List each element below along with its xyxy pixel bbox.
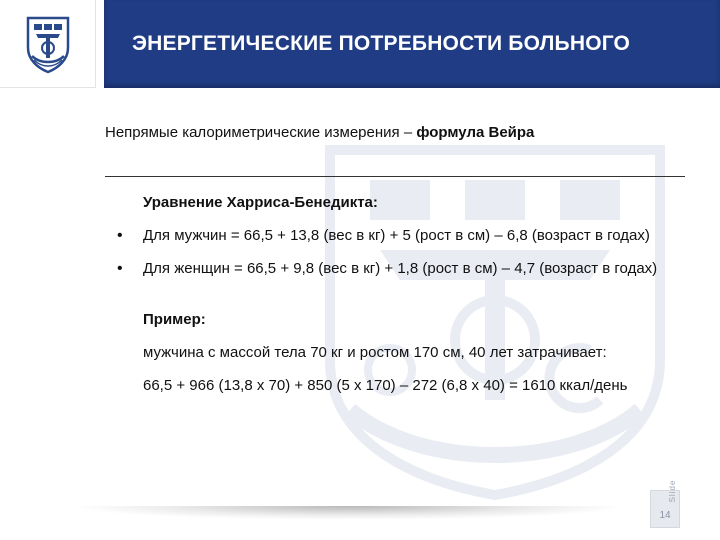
example-calc: 66,5 + 966 (13,8 х 70) + 850 (5 х 170) – 272 (6,8 х 40) = 1610 ккал/день [143, 377, 628, 394]
slide-label: Slide [668, 479, 677, 503]
main-content [143, 192, 680, 408]
slide-number: 14 [659, 510, 671, 521]
example-heading: Пример: [143, 311, 206, 328]
subtitle-text: Непрямые калориметрические измерения – [105, 124, 417, 141]
university-crest-icon [20, 12, 76, 74]
page-title: ЭНЕРГЕТИЧЕСКИЕ ПОТРЕБНОСТИ БОЛЬНОГО [132, 32, 631, 55]
subtitle [105, 124, 685, 141]
bottom-shadow [70, 506, 630, 520]
bullet-men: • Для мужчин = 66,5 + 13,8 (вес в кг) + 5 (рост в см) – 6,8 (возраст в годах) [143, 225, 680, 246]
header-bar [104, 0, 720, 88]
spacer [143, 291, 680, 309]
logo-box [0, 0, 96, 88]
bullet-women: • Для женщин = 66,5 + 9,8 (вес в кг) + 1,8 (рост в см) – 4,7 (возраст в годах) [143, 258, 680, 279]
formula-heading: Уравнение Харриса-Бенедикта: [143, 194, 378, 211]
subtitle-bold: формула Вейра [416, 124, 535, 141]
divider [105, 176, 685, 177]
example-text: мужчина с массой тела 70 кг и ростом 170 см, 40 лет затрачивает: [143, 344, 607, 361]
